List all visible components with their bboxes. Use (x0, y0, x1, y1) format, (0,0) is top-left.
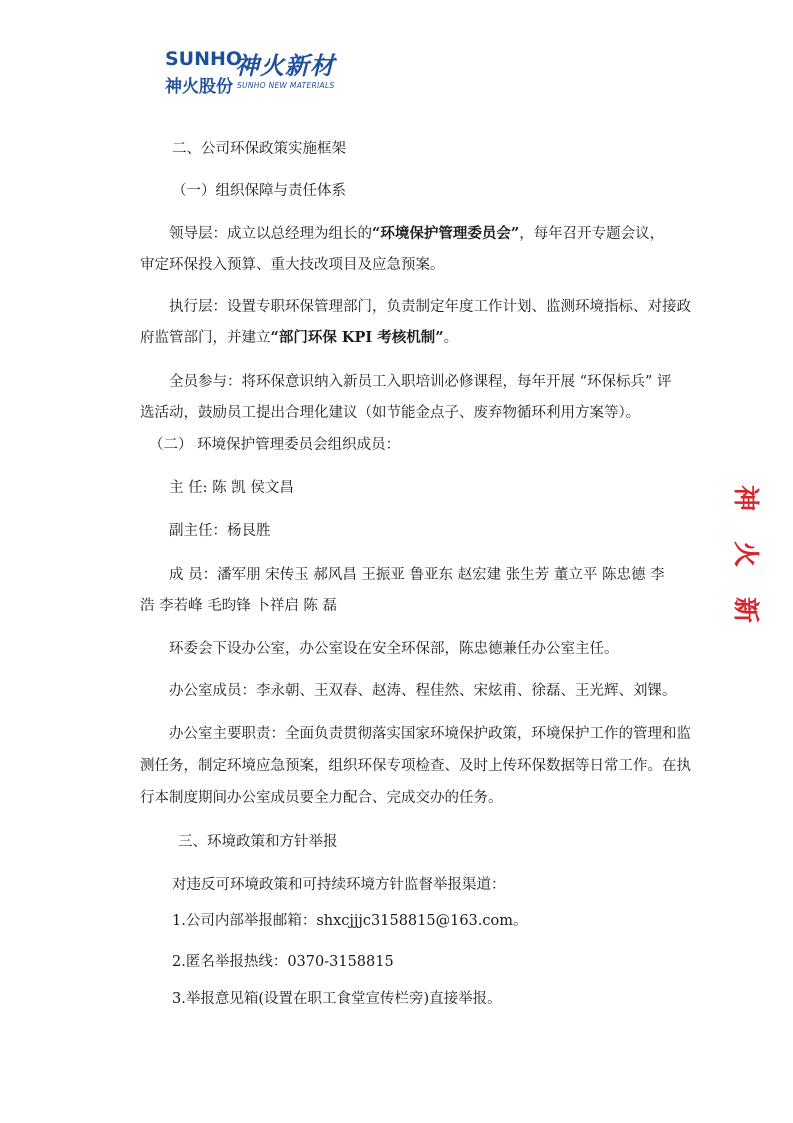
leadership-text-c: ，每年召开专题会议， (519, 226, 665, 242)
stamp-char-2: 火 (730, 540, 760, 567)
logo-cn-small-text: 神火股份 (165, 77, 233, 97)
execution-text-c: 。 (443, 330, 459, 346)
company-logo (165, 48, 345, 98)
office-setup-text: 环委会下设办公室，办公室设在安全环保部，陈忠德兼任办公室主任。 (169, 641, 619, 657)
logo-en-small-text: SUNHO NEW MATERIALS (237, 81, 335, 90)
execution-paragraph-line-1: 执行层：设置专职环保管理部门，负责制定年度工作计划、监测环境指标、对接政 (169, 299, 691, 315)
office-duty-line-2: 测任务，制定环境应急预案，组织环保专项检查、及时上传环保数据等日常工作。在执 (140, 758, 691, 774)
leadership-committee-name: “环境保护管理委员会” (372, 225, 520, 242)
execution-kpi-name: “部门环保 KPI 考核机制” (270, 329, 444, 346)
report-channel-box: 3.举报意见箱(设置在职工食堂宣传栏旁)直接举报。 (172, 991, 502, 1007)
all-staff-paragraph-line-1: 全员参与：将环保意识纳入新员工入职培训必修课程，每年开展 “环保标兵” 评 (169, 374, 672, 390)
red-seal-stamp (730, 470, 760, 640)
logo-cn-big-text: 神火新材 (235, 52, 335, 80)
section-2-title: 二、公司环保政策实施框架 (172, 141, 346, 157)
committee-director: 主 任: 陈 凯 侯文昌 (169, 480, 294, 496)
report-channels-intro: 对违反可环境政策和可持续环境方针监督举报渠道： (172, 877, 506, 893)
execution-paragraph-line-2 (140, 329, 458, 347)
office-members-text: 办公室成员：李永朝、王双春、赵涛、程佳然、宋炫甫、徐磊、王光辉、刘锞。 (169, 683, 677, 699)
section-3-title: 三、环境政策和方针举报 (178, 834, 338, 850)
office-duty-line-1: 办公室主要职责：全面负责贯彻落实国家环境保护政策，环境保护工作的管理和监 (169, 726, 691, 742)
all-staff-paragraph-line-2: 选活动，鼓励员工提出合理化建议（如节能金点子、废弃物循环利用方案等）。 (140, 405, 641, 421)
leadership-paragraph-line-1 (169, 225, 664, 243)
section-2-2-title: （二） 环境保护管理委员会组织成员： (149, 437, 401, 453)
stamp-char-1: 神 (730, 484, 760, 511)
report-channel-hotline: 2.匿名举报热线：0370-3158815 (172, 954, 394, 970)
committee-members-line-1: 成 员：潘军朋 宋传玉 郝风昌 王振亚 鲁亚东 赵宏建 张生芳 董立平 陈忠德 李 (169, 567, 665, 583)
office-duty-line-3: 行本制度期间办公室成员要全力配合、完成交办的任务。 (140, 790, 503, 806)
leadership-text-a: 领导层：成立以总经理为组长的 (169, 226, 372, 242)
stamp-char-3: 新 (730, 596, 760, 623)
committee-members-line-2: 浩 李若峰 毛昀锋 卜祥启 陈 磊 (140, 598, 338, 614)
committee-vice-director: 副主任：杨艮胜 (169, 523, 271, 539)
section-2-1-title: （一）组织保障与责任体系 (172, 183, 346, 199)
report-channel-email: 1.公司内部举报邮箱：shxcjjjc3158815@163.com。 (172, 913, 528, 929)
execution-text-a: 府监管部门，并建立 (140, 330, 271, 346)
logo-en-text: SUNHO (165, 48, 243, 70)
leadership-paragraph-line-2: 审定环保投入预算、重大技改项目及应急预案。 (140, 257, 445, 273)
